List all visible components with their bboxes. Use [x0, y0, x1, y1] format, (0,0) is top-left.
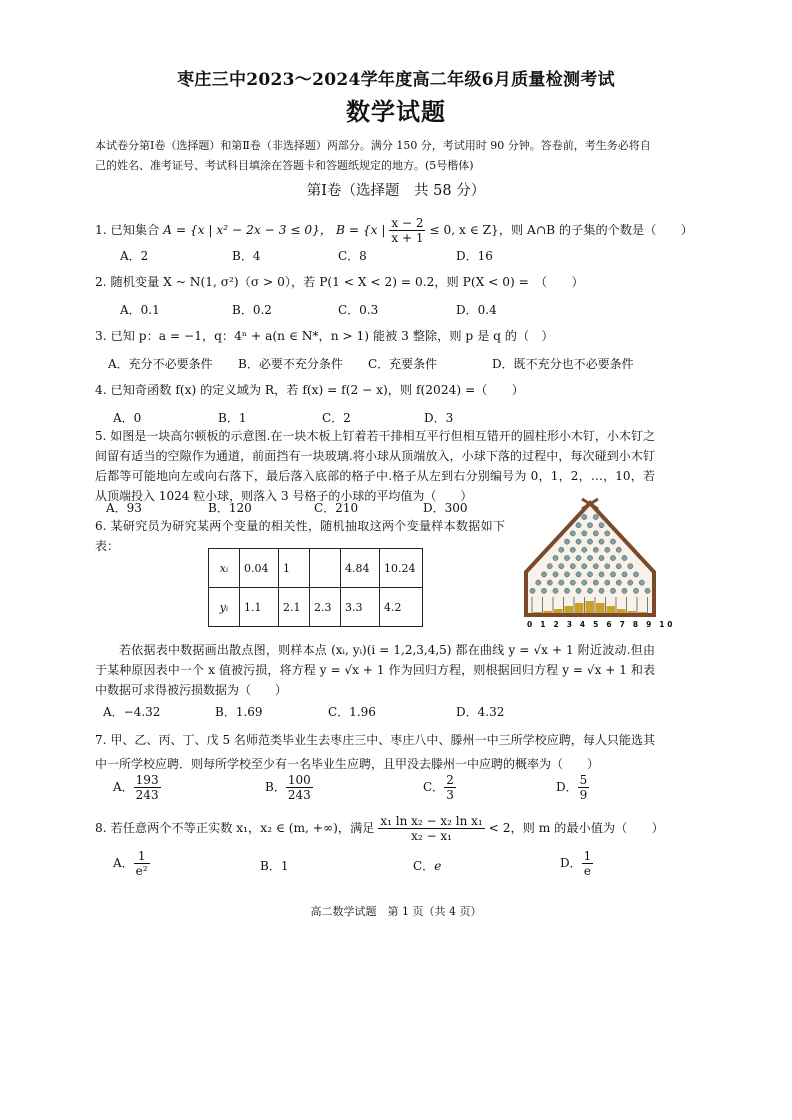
peg [605, 580, 610, 585]
peg [610, 572, 615, 577]
peg [582, 580, 587, 585]
q5-option-c[interactable]: C．210 [314, 501, 359, 515]
peg [570, 564, 575, 569]
peg [633, 588, 638, 593]
peg [599, 572, 604, 577]
ball-pile [638, 612, 647, 613]
ball-pile [565, 606, 574, 613]
peg [593, 514, 598, 519]
peg [587, 523, 592, 528]
q1-option-a[interactable]: A．2 [120, 249, 149, 263]
peg [633, 572, 638, 577]
peg [599, 539, 604, 544]
question-5: 5. 如图是一块高尔顿板的示意图.在一块木板上钉着若干排相互平行但相互错开的圆柱形小木钉，小木钉之间留有适当的空隙作为通道，前面挡有一块玻璃.将小球从顶端放入，小球下落的过程中，每次碰到小木钉后都等可能地向左或向右落下，最后落入底部的格子中.格子从左到右分别编号为 0，1，2，…，10，若从顶端投入 1024 粒小球，则落入 3 号格子的小球的平均值为（ ） [95, 429, 655, 503]
peg [564, 555, 569, 560]
peg [587, 539, 592, 544]
q1-number: 1. [95, 223, 107, 237]
q1-stem: 已知集合 [110, 223, 160, 237]
page-footer: 高二数学试题 第 1 页（共 4 页） [310, 905, 482, 918]
ball-pile [628, 611, 637, 613]
q1-option-b[interactable]: B．4 [232, 249, 261, 263]
question-3: 3. 已知 p：a = −1，q：4ⁿ + a(n ∈ N*，n > 1) 能被 3 整除，则 p 是 q 的（ ） [95, 329, 554, 343]
q3-option-a[interactable]: A．充分不必要条件 [108, 357, 213, 371]
peg [599, 555, 604, 560]
peg [622, 572, 627, 577]
table-cell: 3.3 [341, 588, 380, 627]
peg [576, 588, 581, 593]
peg [593, 547, 598, 552]
peg [547, 564, 552, 569]
q6-option-c[interactable]: C．1.96 [328, 705, 376, 719]
q5-stem: 如图是一块高尔顿板的示意图.在一块木板上钉着若干排相互平行但相互错开的圆柱形小木钉，小木钉之间留有适当的空隙作为通道，前面挡有一块玻璃.将小球从顶端放入，小球下落的过程中，每次碰到小木钉后都等可能地向左或向右落下，最后落入底部的格子中.格子从左到右分别编号为 0，1，2，…，10，若从顶端投入 1024 粒小球，则落入 3 号格子的小球的平均值为（ ） [95, 429, 655, 503]
peg [610, 588, 615, 593]
peg [582, 564, 587, 569]
q8-option-c[interactable]: C．e [413, 859, 442, 873]
q6-option-d[interactable]: D．4.32 [456, 705, 505, 719]
peg [622, 555, 627, 560]
exam-title: 枣庄三中2023～2024学年度高二年级6月质量检测考试 [177, 70, 615, 90]
q8-stem-end: < 2，则 m 的最小值为（ ） [488, 821, 664, 835]
peg [587, 588, 592, 593]
peg [616, 547, 621, 552]
ball-pile [533, 612, 542, 613]
table-cell-smudged [310, 549, 341, 588]
q3-option-b[interactable]: B．必要不充分条件 [238, 357, 343, 371]
peg [576, 523, 581, 528]
q2-option-d[interactable]: D．0.4 [456, 303, 497, 317]
table-cell: 2.3 [310, 588, 341, 627]
question-1 [95, 216, 693, 245]
peg [530, 588, 535, 593]
q4-stem: 已知奇函数 f(x) 的定义域为 R，若 f(x) = f(2 − x)，则 f(2024) =（ ） [110, 383, 524, 397]
q7-stem: 甲、乙、丙、丁、戊 5 名师范类毕业生去枣庄三中、枣庄八中、滕州一中三所学校应聘，每人只能选其中一所学校应聘．则每所学校至少有一名毕业生应聘，且甲没去滕州一中应聘的概率为（ ） [95, 733, 655, 771]
question-7: 7. 甲、乙、丙、丁、戊 5 名师范类毕业生去枣庄三中、枣庄八中、滕州一中三所学校应聘，每人只能选其中一所学校应聘．则每所学校至少有一名毕业生应聘，且甲没去滕州一中应聘的概率为（ ） [95, 733, 655, 771]
peg [582, 531, 587, 536]
q4-option-a[interactable]: A．0 [113, 411, 142, 425]
ball-pile [607, 606, 616, 613]
q8-option-d[interactable]: D． $\frac{1}{e}$ [560, 849, 592, 878]
q6-data-table [208, 548, 423, 627]
q5-option-b[interactable]: B．120 [208, 501, 252, 515]
peg [622, 588, 627, 593]
table-header-x: xᵢ [209, 549, 240, 588]
peg [570, 547, 575, 552]
peg [553, 588, 558, 593]
table-cell: 2.1 [279, 588, 310, 627]
table-row [209, 549, 423, 588]
table-cell: 1.1 [240, 588, 279, 627]
table-cell: 4.84 [341, 549, 380, 588]
table-cell: 1 [279, 549, 310, 588]
table-cell: 0.04 [240, 549, 279, 588]
peg [610, 555, 615, 560]
q7-option-d[interactable]: D． $\frac{5}{9}$ [556, 773, 588, 802]
q2-option-a[interactable]: A．0.1 [120, 303, 160, 317]
peg [559, 547, 564, 552]
peg [599, 523, 604, 528]
ball-pile [596, 603, 605, 613]
peg [593, 531, 598, 536]
peg [605, 531, 610, 536]
q8-option-b[interactable]: B．1 [260, 859, 289, 873]
q7-option-c[interactable]: C． $\frac{2}{3}$ [423, 773, 454, 802]
peg [576, 555, 581, 560]
ball-pile [544, 611, 553, 613]
exam-instructions: 本试卷分第Ⅰ卷（选择题）和第Ⅱ卷（非选择题）两部分。满分 150 分，考试用时 90 分钟。答卷前，考生务必将自己的姓名、准考证号、考试科目填涂在答题卡和答题纸规定的地方。(5号楷体) [95, 139, 651, 172]
q8-stem: 若任意两个不等正实数 x₁，x₂ ∈ (m, +∞)，满足 [110, 821, 375, 835]
peg [645, 588, 650, 593]
q7-option-b[interactable]: B． $\frac{100}{243}$ [265, 773, 311, 802]
q6-option-a[interactable]: A．−4.32 [103, 705, 161, 719]
peg [628, 580, 633, 585]
peg [639, 580, 644, 585]
peg [559, 580, 564, 585]
peg [576, 572, 581, 577]
peg [547, 580, 552, 585]
peg [536, 580, 541, 585]
question-6: 6. 某研究员为研究某两个变量的相关性，随机抽取这两个变量样本数据如下表： [95, 519, 505, 553]
peg [570, 531, 575, 536]
q4-option-c[interactable]: C．2 [322, 411, 351, 425]
q6-stem: 某研究员为研究某两个变量的相关性，随机抽取这两个变量样本数据如下表： [95, 519, 505, 553]
q3-stem: 已知 p：a = −1，q：4ⁿ + a(n ∈ N*，n > 1) 能被 3 整除，则 p 是 q 的（ ） [110, 329, 554, 343]
peg [593, 564, 598, 569]
ball-pile [586, 601, 595, 613]
table-header-y: yᵢ [209, 588, 240, 627]
q1-set-a: A = {x | x² − 2x − 3 ≤ 0}， [163, 223, 333, 237]
table-row [209, 588, 423, 627]
ball-pile [554, 609, 563, 613]
peg [564, 588, 569, 593]
q4-option-b[interactable]: B．1 [218, 411, 247, 425]
peg [582, 514, 587, 519]
slot-numbers: 0 1 2 3 4 5 6 7 8 9 10 [527, 620, 676, 629]
peg [593, 580, 598, 585]
subject-title: 数学试题 [346, 97, 446, 126]
peg [605, 564, 610, 569]
peg [605, 547, 610, 552]
peg [564, 572, 569, 577]
peg [541, 572, 546, 577]
galton-board-figure [520, 497, 660, 630]
ball-pile [617, 609, 626, 613]
peg [628, 564, 633, 569]
peg [582, 547, 587, 552]
peg [553, 572, 558, 577]
q2-option-b[interactable]: B．0.2 [232, 303, 272, 317]
q3-option-c[interactable]: C．充要条件 [368, 357, 438, 371]
q5-option-a[interactable]: A．93 [106, 501, 142, 515]
q6-option-b[interactable]: B．1.69 [215, 705, 263, 719]
question-6-continued: 若依据表中数据画出散点图，则样本点 (xᵢ, yᵢ)(i = 1,2,3,4,5) 都在曲线 y = √x + 1 附近波动.但由于某种原因表中一个 x 值被污损，将方程 y = √x + 1 作为回归方程，则根据回归方程 y = √x + 1 和表中数据可求得被污损数据为（ ） [95, 643, 655, 697]
q3-option-d[interactable]: D．既不充分也不必要条件 [492, 357, 634, 371]
q1-option-d[interactable]: D．16 [456, 249, 493, 263]
q1-set-b: B = {x | [335, 223, 386, 237]
question-2: 2. 随机变量 X ~ N(1, σ²)（σ > 0），若 P(1 < X < 2) = 0.2，则 P(X < 0) = （ ） [95, 275, 584, 289]
q1-fraction: $\frac{x - 2}{x + 1}$ [391, 216, 424, 245]
q1-stem-end: ≤ 0, x ∈ Z}，则 A∩B 的子集的个数是（ ） [429, 223, 693, 237]
q8-fraction: $\frac{\text{x₁ ln x₂ − x₂ ln x₁}}{\text{x₂ − x₁}}$ [380, 814, 483, 843]
q1-option-c[interactable]: C．8 [338, 249, 367, 263]
question-4: 4. 已知奇函数 f(x) 的定义域为 R，若 f(x) = f(2 − x)，则 f(2024) =（ ） [95, 383, 524, 397]
peg [587, 555, 592, 560]
q7-option-a[interactable]: A． $\frac{193}{243}$ [113, 773, 159, 802]
q2-option-c[interactable]: C．0.3 [338, 303, 379, 317]
q5-option-d[interactable]: D．300 [423, 501, 468, 515]
peg [610, 539, 615, 544]
ball-pile [575, 603, 584, 613]
q2-stem: 随机变量 X ~ N(1, σ²)（σ > 0），若 P(1 < X < 2) = 0.2，则 P(X < 0) = （ ） [110, 275, 584, 289]
peg [570, 580, 575, 585]
table-cell: 4.2 [380, 588, 423, 627]
peg [616, 580, 621, 585]
part-one-heading: 第Ⅰ卷（选择题 共 58 分） [306, 183, 486, 199]
peg [559, 564, 564, 569]
peg [564, 539, 569, 544]
peg [576, 539, 581, 544]
peg [616, 564, 621, 569]
peg [587, 572, 592, 577]
question-8: 8. 若任意两个不等正实数 x₁，x₂ ∈ (m, +∞)，满足 $\frac{\text{x₁ ln x₂ − x₂ ln x₁}}{\text{x₂ − x₁}}$ < 2，则 m 的最小值为（ ） [95, 814, 664, 843]
q8-option-a[interactable]: A． $\frac{1}{\text{e²}}$ [113, 849, 148, 878]
peg [553, 555, 558, 560]
table-cell: 10.24 [380, 549, 423, 588]
q4-option-d[interactable]: D．3 [424, 411, 454, 425]
peg [541, 588, 546, 593]
peg [599, 588, 604, 593]
